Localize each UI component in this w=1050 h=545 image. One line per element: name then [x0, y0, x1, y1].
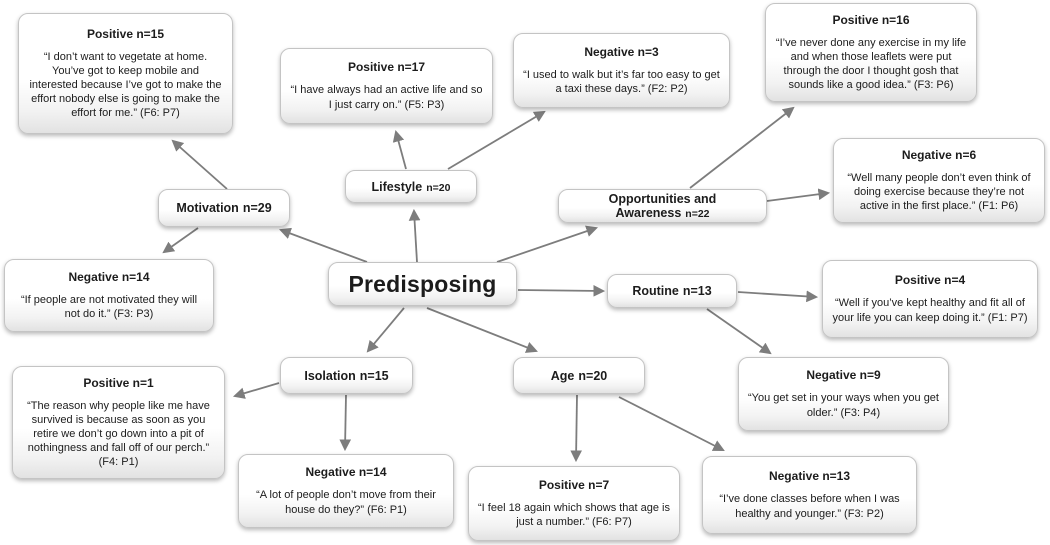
arrow-center-opportunities	[497, 228, 596, 262]
quote-title: Negative n=6	[901, 147, 977, 162]
arrow-opportunities-positive	[690, 108, 793, 188]
arrow-center-isolation	[368, 308, 404, 351]
quote-text: “I’ve never done any exercise in my life and when those leaflets were put through the door I thought gosh that sounds like a good idea.” (F3: P6)	[775, 36, 967, 92]
node-lifestyle	[345, 170, 477, 203]
category-label: Lifestyle	[371, 179, 423, 194]
quote-box-opportunities-positive	[765, 3, 977, 102]
node-opportunities-and-awareness	[558, 189, 767, 223]
category-count: n=15	[359, 368, 389, 383]
quote-title: Negative n=14	[305, 465, 387, 480]
node-motivation	[158, 189, 290, 227]
quote-text: “A lot of people don’t move from their house do they?” (F6: P1)	[256, 489, 436, 516]
arrow-motivation-negative	[164, 228, 198, 252]
quote-text: “You get set in your ways when you get older.” (F3: P4)	[748, 392, 939, 419]
quote-box-routine-positive	[822, 260, 1038, 338]
arrow-isolation-negative	[345, 395, 346, 449]
quote-text: “Well if you’ve kept healthy and fit all of your life you can keep doing it.” (F1: P7)	[832, 297, 1028, 324]
category-count: n=20	[426, 181, 451, 194]
quote-box-age-negative	[702, 456, 917, 534]
quote-title: Positive n=17	[347, 60, 426, 75]
arrow-center-motivation	[281, 230, 367, 262]
quote-text: “I feel 18 again which shows that age is just a number.” (F6: P7)	[478, 501, 671, 528]
quote-box-motivation-negative	[4, 259, 214, 332]
node-routine	[607, 274, 737, 308]
category-label: Isolation	[304, 368, 356, 383]
category-label: Opportunities and Awareness	[608, 192, 717, 220]
quote-box-opportunities-negative	[833, 138, 1045, 223]
quote-box-lifestyle-negative	[513, 33, 730, 108]
quote-text: “I don’t want to vegetate at home. You’ve got to keep mobile and interested because I’ve got to make the effort nobody else is going to make the effort for me.” (F6: P7)	[29, 50, 222, 120]
quote-title: Positive n=15	[86, 26, 165, 41]
quote-box-isolation-positive	[12, 366, 225, 479]
quote-box-lifestyle-positive	[280, 48, 493, 124]
quote-title: Negative n=9	[806, 368, 881, 383]
quote-title: Negative n=14	[68, 269, 150, 284]
category-count: n=22	[685, 208, 710, 220]
quote-title: Positive n=1	[83, 375, 154, 390]
quote-box-motivation-positive	[18, 13, 233, 134]
arrow-motivation-positive	[173, 141, 227, 189]
category-count: n=29	[242, 201, 272, 215]
quote-box-routine-negative	[738, 357, 949, 431]
arrow-center-routine	[518, 290, 603, 291]
arrow-lifestyle-positive	[396, 132, 406, 169]
arrow-routine-positive	[738, 292, 816, 297]
quote-title: Positive n=16	[832, 12, 910, 27]
node-age	[513, 357, 645, 394]
arrow-routine-negative	[707, 309, 770, 353]
node-predisposing	[328, 262, 517, 306]
category-count: n=20	[578, 368, 608, 383]
quote-title: Positive n=4	[894, 273, 966, 288]
quote-text: “I have always had an active life and so I just carry on.” (F5: P3)	[290, 84, 483, 111]
arrow-isolation-positive	[235, 383, 279, 396]
arrow-center-age	[427, 308, 536, 351]
arrow-age-positive	[576, 395, 577, 460]
arrow-age-negative	[619, 397, 723, 450]
quote-text: “Well many people don’t even think of doing exercise because they’re not active in the first place.” (F1: P6)	[847, 171, 1031, 213]
center-label: Predisposing	[348, 270, 497, 297]
node-isolation	[280, 357, 413, 394]
quote-title: Negative n=3	[584, 44, 659, 59]
quote-box-age-positive	[468, 466, 680, 541]
arrow-center-lifestyle	[414, 211, 417, 262]
quote-title: Negative n=13	[768, 469, 851, 484]
category-label: Routine	[632, 284, 679, 298]
quote-title: Positive n=7	[538, 477, 610, 492]
quote-text: “If people are not motivated they will not do it.” (F3: P3)	[20, 293, 198, 320]
quote-text: “I’ve done classes before when I was healthy and younger.” (F3: P2)	[719, 493, 900, 520]
category-label: Age	[550, 368, 575, 383]
quote-box-isolation-negative	[238, 454, 454, 528]
category-label: Motivation	[176, 201, 239, 215]
arrow-opportunities-negative	[767, 193, 828, 201]
quote-text: “I used to walk but it’s far too easy to get a taxi these days.” (F2: P2)	[523, 68, 720, 95]
category-count: n=13	[682, 284, 712, 298]
quote-text: “The reason why people like me have survived is because as soon as you retire we don’t go down into a pit of nothingness and fall off of our perch.” (F4: P1)	[27, 399, 210, 469]
